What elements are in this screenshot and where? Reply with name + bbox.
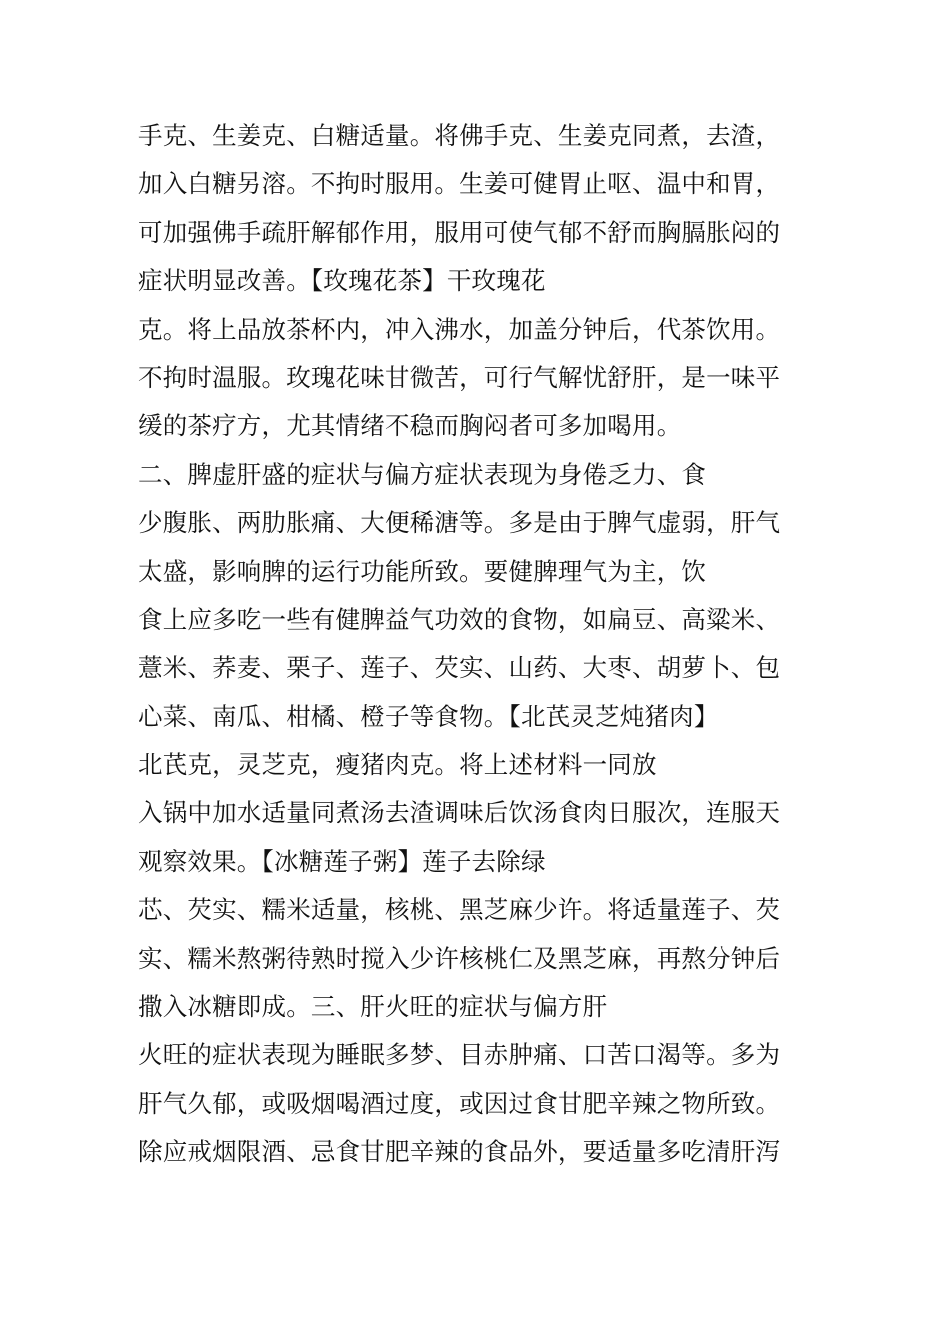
text-line: 不拘时温服。玫瑰花味甘微苦，可行气解忧舒肝，是一味平 bbox=[138, 362, 781, 392]
text-line: 缓的茶疗方，尤其情绪不稳而胸闷者可多加喝用。 bbox=[138, 411, 682, 441]
text-line: 撒入冰糖即成。三、肝火旺的症状与偏方肝 bbox=[138, 992, 608, 1022]
text-line: 北芪克，灵芝克，瘦猪肉克。将上述材料一同放 bbox=[138, 750, 657, 780]
text-line: 少腹胀、两肋胀痛、大便稀溏等。多是由于脾气虚弱，肝气 bbox=[138, 508, 781, 538]
text-line: 实、糯米熬粥待熟时搅入少许核桃仁及黑芝麻，再熬分钟后 bbox=[138, 943, 781, 973]
text-line: 肝气久郁，或吸烟喝酒过度，或因过食甘肥辛辣之物所致。 bbox=[138, 1088, 781, 1118]
text-line: 太盛，影响脾的运行功能所致。要健脾理气为主，饮 bbox=[138, 556, 707, 586]
body-text bbox=[138, 112, 818, 1177]
text-line: 观察效果。【冰糖莲子粥】莲子去除绿 bbox=[138, 846, 546, 876]
text-line: 心菜、南瓜、柑橘、橙子等食物。【北芪灵芝炖猪肉】 bbox=[138, 701, 719, 731]
text-line: 薏米、荞麦、栗子、莲子、芡实、山药、大枣、胡萝卜、包 bbox=[138, 653, 781, 683]
text-line: 入锅中加水适量同煮汤去渣调味后饮汤食肉日服次，连服天 bbox=[138, 798, 781, 828]
text-line: 芯、芡实、糯米适量，核桃、黑芝麻少许。将适量莲子、芡 bbox=[138, 895, 781, 925]
text-line: 手克、生姜克、白糖适量。将佛手克、生姜克同煮，去渣， bbox=[138, 121, 781, 150]
text-line: 食上应多吃一些有健脾益气功效的食物，如扁豆、高粱米、 bbox=[138, 604, 781, 634]
text-line: 火旺的症状表现为睡眠多梦、目赤肿痛、口苦口渴等。多为 bbox=[138, 1040, 781, 1070]
section-heading-line: 二、脾虚肝盛的症状与偏方症状表现为身倦乏力、食 bbox=[138, 459, 707, 489]
text-line: 症状明显改善。【玫瑰花茶】干玫瑰花 bbox=[138, 266, 546, 296]
text-line: 加入白糖另溶。不拘时服用。生姜可健胃止呕、温中和胃， bbox=[138, 169, 781, 199]
text-line: 克。将上品放茶杯内，冲入沸水，加盖分钟后，代茶饮用。 bbox=[138, 314, 781, 344]
text-line: 除应戒烟限酒、忌食甘肥辛辣的食品外，要适量多吃清肝泻 bbox=[138, 1137, 781, 1167]
text-line: 可加强佛手疏肝解郁作用，服用可使气郁不舒而胸膈胀闷的 bbox=[138, 217, 781, 247]
